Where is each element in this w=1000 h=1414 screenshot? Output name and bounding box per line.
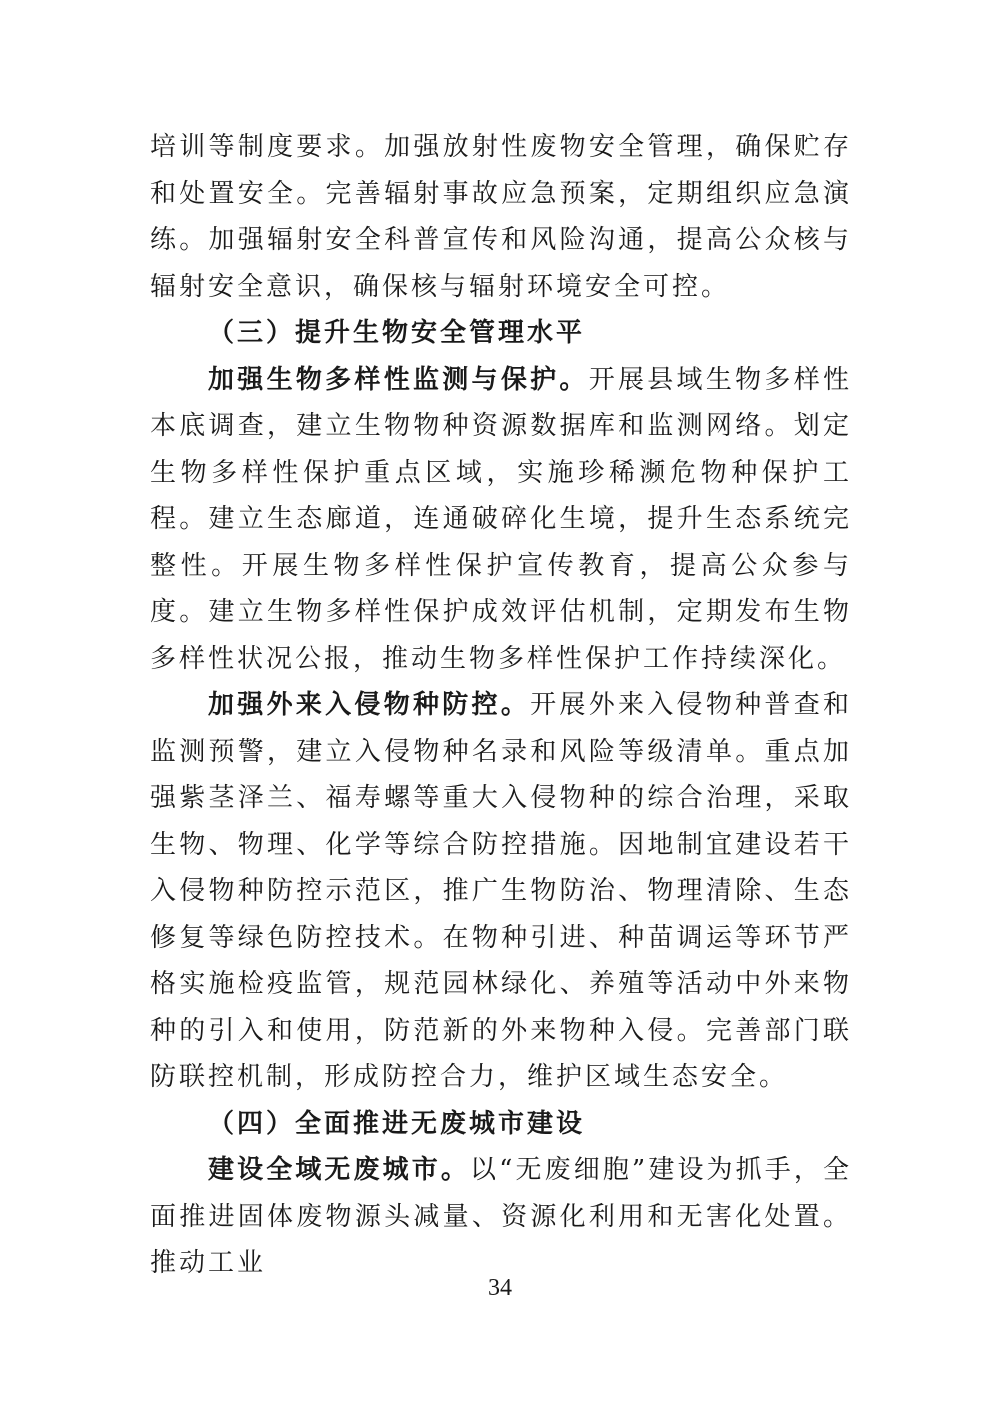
paragraph-lead: 加强外来入侵物种防控。 [208,690,531,720]
paragraph-lead: 加强生物多样性监测与保护。 [208,364,589,395]
body-text [150,124,852,1287]
paragraph-text: 培训等制度要求。加强放射性废物安全管理，确保贮存和处置安全。完善辐射事故应急预案，定期组织应急演练。加强辐射安全科普宣传和风险沟通，提高公众核与辐射安全意识，确保核与辐射环境安全可控。 [150,132,852,302]
page-number: 34 [488,1275,512,1301]
paragraph-text: 以“无废细胞”建设为抓手，全面推进固体废物源头减量、资源化利用和无害化处置。推动工业 [150,1155,852,1278]
paragraph-invasive-species [150,682,852,1101]
section-heading-zero-waste: （四）全面推进无废城市建设 [208,1108,586,1139]
paragraph-text: 开展县域生物多样性本底调查，建立生物物种资源数据库和监测网络。划定生物多样性保护重点区域，实施珍稀濒危物种保护工程。建立生态廊道，连通破碎化生境，提升生态系统完整性。开展生物多样性保护宣传教育，提高公众参与度。建立生物多样性保护成效评估机制，定期发布生物多样性状况公报，推动生物多样性保护工作持续深化。 [150,364,852,674]
section-heading-biosafety: （三）提升生物安全管理水平 [208,318,586,348]
paragraph-biodiversity [150,357,852,683]
paragraph-text: 开展外来入侵物种普查和监测预警，建立入侵物种名录和风险等级清单。重点加强紫茎泽兰、福寿螺等重大入侵物种的综合治理，采取生物、物理、化学等综合防控措施。因地制宜建设若干入侵物种防控示范区，推广生物防治、物理清除、生态修复等绿色防控技术。在物种引进、种苗调运等环节严格实施检疫监管，规范园林绿化、养殖等活动中外来物种的引入和使用，防范新的外来物种入侵。完善部门联防联控机制，形成防控合力，维护区域生态安全。 [150,690,852,1092]
paragraph-radiation-safety [150,124,852,310]
paragraph-zero-waste-city [150,1147,852,1287]
paragraph-lead: 建设全域无废城市。 [208,1155,470,1185]
